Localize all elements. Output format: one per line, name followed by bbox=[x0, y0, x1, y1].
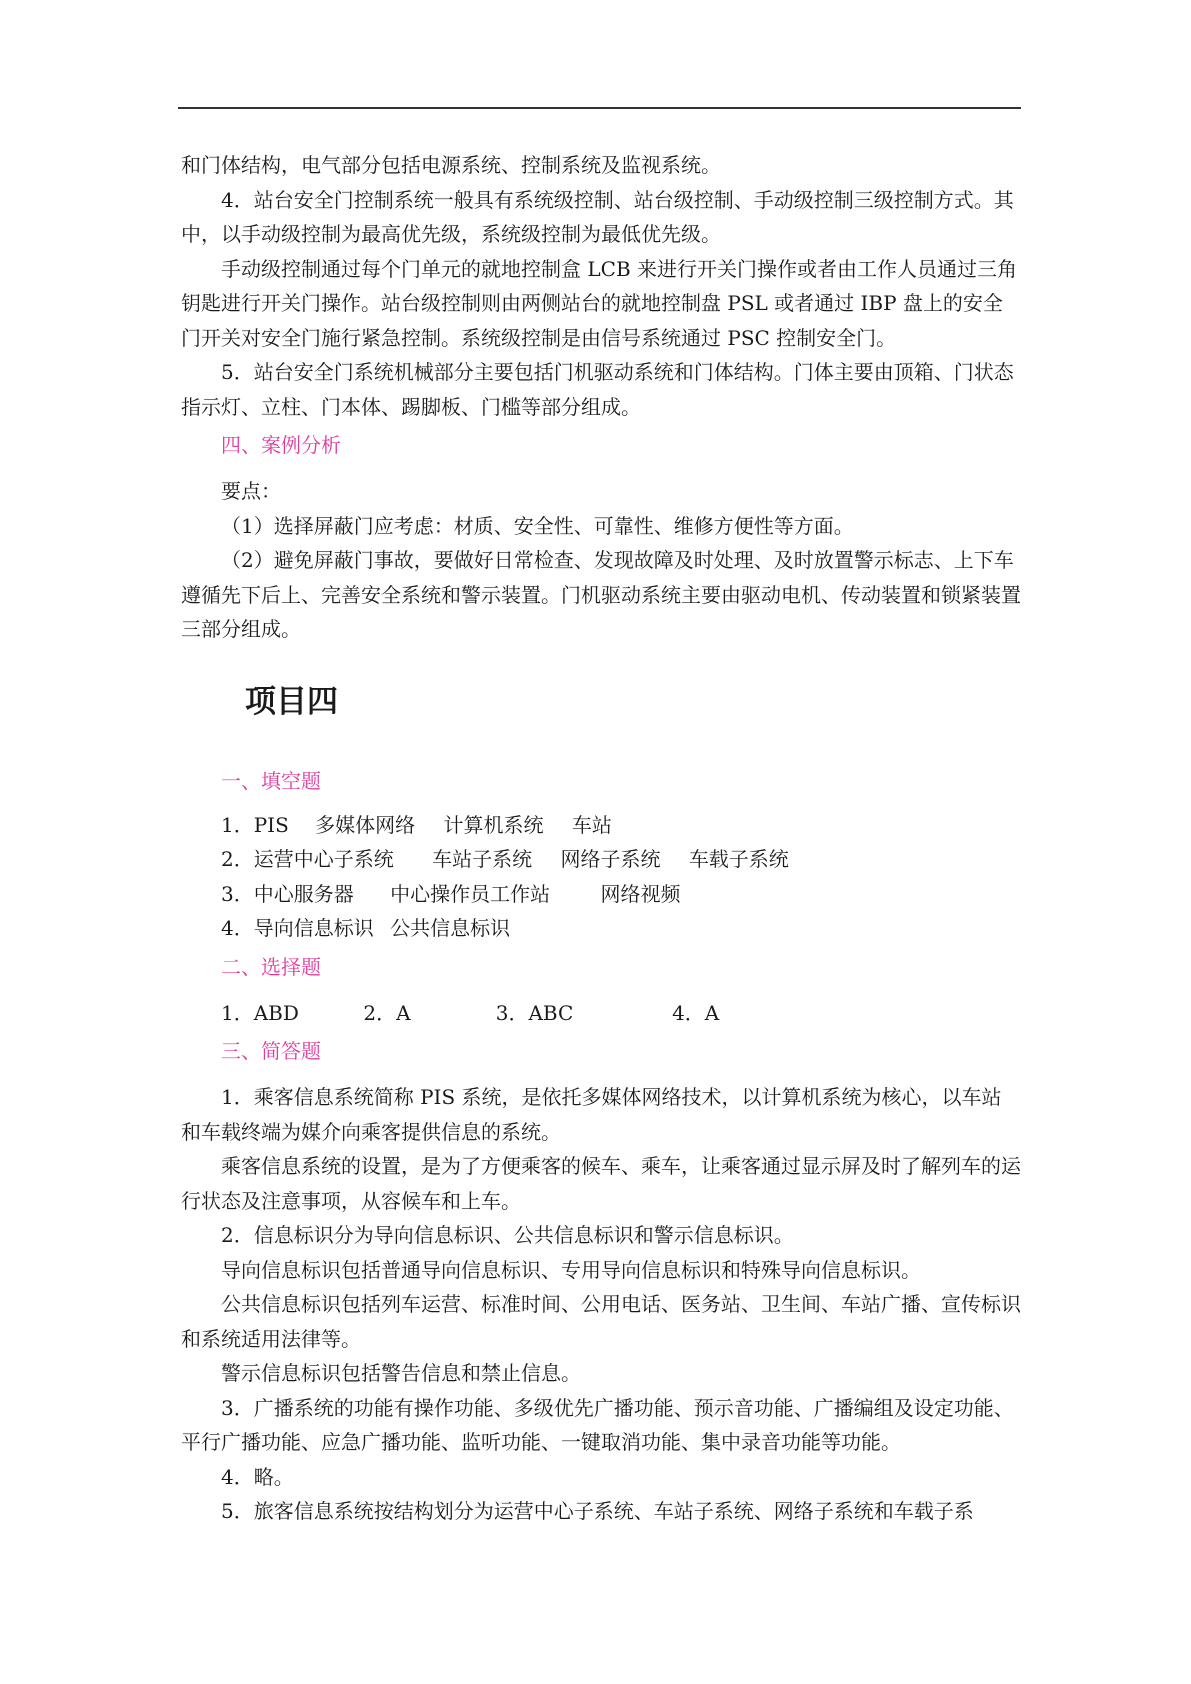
section-heading-fill-blank: 一、填空题 bbox=[221, 768, 321, 793]
key-points-label: 要点： bbox=[221, 479, 281, 503]
section-heading-choice: 二、选择题 bbox=[221, 954, 321, 979]
answer: 3．中心服务器 bbox=[221, 881, 354, 906]
answer: 1．ABD bbox=[221, 1000, 299, 1025]
answer: 车站子系统 bbox=[432, 847, 533, 871]
answer: 4．A bbox=[672, 1000, 720, 1025]
header-rule bbox=[178, 107, 1021, 109]
answer: 计算机系统 bbox=[443, 812, 544, 837]
fill-answer-row bbox=[181, 877, 1021, 912]
paragraph: 2．信息标识分为导向信息标识、公共信息标识和警示信息标识。 bbox=[221, 1223, 794, 1247]
paragraph: 3．广播系统的功能有操作功能、多级优先广播功能、预示音功能、广播编组及设定功能、平行广播功能、应急广播功能、监听功能、一键取消功能、集中录音功能等功能。 bbox=[181, 1395, 1014, 1454]
answer: 中心操作员工作站 bbox=[390, 881, 551, 906]
answer: 2．运营中心子系统 bbox=[221, 847, 394, 871]
section-heading-short-answer: 三、简答题 bbox=[221, 1039, 321, 1063]
paragraph: 乘客信息系统的设置，是为了方便乘客的候车、乘车，让乘客通过显示屏及时了解列车的运行状态及注意事项，从容候车和上车。 bbox=[181, 1154, 1021, 1213]
answer: 4．导向信息标识 bbox=[221, 916, 374, 940]
answer: 公共信息标识 bbox=[390, 916, 511, 940]
key-point: （1）选择屏蔽门应考虑：材质、安全性、可靠性、维修方便性等方面。 bbox=[221, 513, 854, 538]
paragraph: 公共信息标识包括列车运营、标准时间、公用电话、医务站、卫生间、车站广播、宣传标识和系统适用法律等。 bbox=[181, 1292, 1021, 1351]
fill-answer-row bbox=[181, 911, 1021, 946]
section-heading-case-analysis: 四、案例分析 bbox=[221, 433, 341, 457]
fill-answer-row bbox=[181, 808, 1021, 843]
paragraph: 1．乘客信息系统简称 PIS 系统，是依托多媒体网络技术，以计算机系统为核心，以车站和车载终端为媒介向乘客提供信息的系统。 bbox=[181, 1085, 1002, 1144]
answer: 车载子系统 bbox=[688, 847, 789, 871]
choice-answers bbox=[181, 996, 1021, 1031]
paragraph: 导向信息标识包括普通导向信息标识、专用导向信息标识和特殊导向信息标识。 bbox=[221, 1257, 921, 1282]
answer: 1．PIS bbox=[221, 812, 289, 837]
answer: 网络视频 bbox=[600, 881, 681, 906]
paragraph: 警示信息标识包括警告信息和禁止信息。 bbox=[221, 1361, 581, 1385]
answer: 车站 bbox=[571, 812, 612, 837]
answer: 3．ABC bbox=[495, 1000, 574, 1025]
paragraph: 4．略。 bbox=[221, 1464, 294, 1489]
project-title: 项目四 bbox=[245, 683, 338, 720]
paragraph: 手动级控制通过每个门单元的就地控制盒 LCB 来进行开关门操作或者由工作人员通过三角钥匙进行开关门操作。站台级控制则由两侧站台的就地控制盘 PSL 或者通过 IBP 盘上的安全门开关对安全门施行紧急控制。系统级控制是由信号系统通过 PSC 控制安全门。 bbox=[181, 256, 1017, 350]
fill-answer-row bbox=[181, 842, 1021, 877]
document-page bbox=[181, 148, 1021, 1529]
answer: 多媒体网络 bbox=[315, 812, 416, 837]
short-answers bbox=[181, 1080, 1021, 1529]
paragraph: 4．站台安全门控制系统一般具有系统级控制、站台级控制、手动级控制三级控制方式。其中，以手动级控制为最高优先级，系统级控制为最低优先级。 bbox=[181, 187, 1014, 246]
paragraph: 5．站台安全门系统机械部分主要包括门机驱动系统和门体结构。门体主要由顶箱、门状态指示灯、立柱、门本体、踢脚板、门槛等部分组成。 bbox=[181, 360, 1014, 419]
answer: 网络子系统 bbox=[560, 847, 661, 871]
answer: 2．A bbox=[363, 1000, 411, 1025]
key-point: （2）避免屏蔽门事故，要做好日常检查、发现故障及时处理、及时放置警示标志、上下车遵循先下后上、完善安全系统和警示装置。门机驱动系统主要由驱动电机、传动装置和锁紧装置三部分组成。 bbox=[181, 548, 1021, 641]
fill-answers bbox=[181, 808, 1021, 946]
paragraph: 5．旅客信息系统按结构划分为运营中心子系统、车站子系统、网络子系统和车载子系 bbox=[221, 1499, 974, 1523]
paragraph: 和门体结构，电气部分包括电源系统、控制系统及监视系统。 bbox=[181, 153, 721, 177]
